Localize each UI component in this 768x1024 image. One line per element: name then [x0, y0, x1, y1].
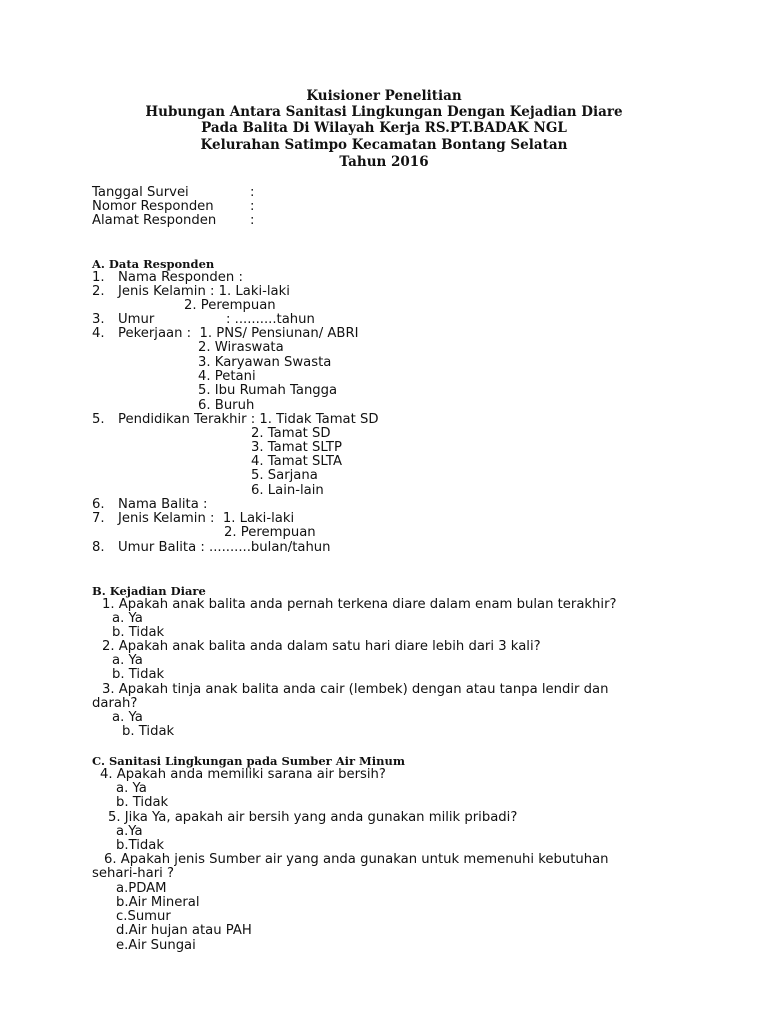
a-q4-num: 4.	[92, 326, 105, 341]
a-q3	[92, 313, 154, 327]
a-q5-option: 4. Tamat SLTA	[251, 454, 342, 469]
b-q1-option-a: a. Ya	[112, 611, 143, 626]
c-question-5: 5. Jika Ya, apakah air bersih yang anda gunakan milik pribadi?	[108, 810, 518, 825]
c-q6-option: b.Air Mineral	[116, 895, 200, 910]
b-question-2: 2. Apakah anak balita anda dalam satu hari diare lebih dari 3 kali?	[102, 639, 541, 654]
a-q5-option: 2. Tamat SD	[251, 426, 331, 441]
c-q5-option-a: a.Ya	[116, 824, 143, 839]
section-b-heading: B. Kejadian Diare	[92, 584, 206, 598]
b-question-3: 3. Apakah tinja anak balita anda cair (lembek) dengan atau tanpa lendir dan	[102, 682, 609, 697]
header-line-1: Kuisioner Penelitian	[306, 88, 462, 104]
a-q5-option: 3. Tamat SLTP	[251, 440, 342, 455]
b-q3-option-b: b. Tidak	[122, 724, 175, 739]
a-q8-num: 8.	[92, 540, 105, 555]
b-q2-option-b: b. Tidak	[112, 667, 165, 682]
a-q2-text: Jenis Kelamin : 1. Laki-laki	[118, 284, 290, 299]
b-q1-option-b: b. Tidak	[112, 625, 165, 640]
c-q6-option: d.Air hujan atau PAH	[116, 923, 252, 938]
a-q2	[92, 285, 290, 299]
c-question-4: 4. Apakah anda memiliki sarana air bersih?	[100, 767, 386, 782]
a-q5-text: Pendidikan Terakhir : 1. Tidak Tamat SD	[118, 412, 379, 427]
b-question-3-continued: darah?	[92, 696, 138, 711]
a-q5-option: 6. Lain-lain	[251, 483, 324, 498]
c-q4-option-a: a. Ya	[116, 781, 147, 796]
a-q7-num: 7.	[92, 511, 105, 526]
a-q6-num: 6.	[92, 497, 105, 512]
a-q4-text: Pekerjaan : 1. PNS/ Pensiunan/ ABRI	[118, 326, 359, 341]
a-q7	[92, 512, 294, 526]
header-line-3: Pada Balita Di Wilayah Kerja RS.PT.BADAK NGL	[201, 120, 567, 136]
a-q4-option: 3. Karyawan Swasta	[198, 355, 332, 370]
a-q8	[92, 541, 331, 555]
a-q5-option: 5. Sarjana	[251, 468, 318, 483]
header-line-5: Tahun 2016	[339, 154, 429, 170]
survey-address-label: Alamat Responden	[92, 213, 217, 228]
a-q4	[92, 327, 359, 341]
a-q6	[92, 498, 207, 512]
a-q4-option: 2. Wiraswata	[198, 340, 284, 355]
a-q8-text: Umur Balita : ..........bulan/tahun	[118, 540, 331, 555]
c-q6-option: c.Sumur	[116, 909, 171, 924]
b-q2-option-a: a. Ya	[112, 653, 143, 668]
a-q7-option-2: 2. Perempuan	[224, 525, 316, 540]
survey-address-colon: :	[250, 213, 255, 228]
header-line-4: Kelurahan Satimpo Kecamatan Bontang Selatan	[200, 137, 568, 153]
c-q5-option-b: b.Tidak	[116, 838, 164, 853]
c-question-6: 6. Apakah jenis Sumber air yang anda gunakan untuk memenuhi kebutuhan	[104, 852, 609, 867]
a-q7-text: Jenis Kelamin : 1. Laki-laki	[118, 511, 295, 526]
a-q6-text: Nama Balita :	[118, 497, 208, 512]
b-q3-option-a: a. Ya	[112, 710, 143, 725]
header-line-2: Hubungan Antara Sanitasi Lingkungan Dengan Kejadian Diare	[145, 104, 623, 120]
survey-date-label: Tanggal Survei	[92, 185, 189, 200]
a-q3-num: 3.	[92, 312, 105, 327]
a-q5	[92, 413, 379, 427]
c-q6-option: a.PDAM	[116, 881, 167, 896]
a-q3-label: Umur	[118, 312, 155, 327]
a-q4-option: 5. Ibu Rumah Tangga	[198, 383, 338, 398]
b-question-1: 1. Apakah anak balita anda pernah terkena diare dalam enam bulan terakhir?	[102, 597, 617, 612]
a-q4-option: 6. Buruh	[198, 398, 255, 413]
a-q5-num: 5.	[92, 412, 105, 427]
survey-number-colon: :	[250, 199, 255, 214]
section-c-heading: C. Sanitasi Lingkungan pada Sumber Air Minum	[92, 754, 406, 768]
a-q1-text: Nama Responden :	[118, 270, 243, 285]
a-q1	[92, 271, 243, 285]
c-q4-option-b: b. Tidak	[116, 795, 169, 810]
survey-date-colon: :	[250, 185, 255, 200]
a-q1-num: 1.	[92, 270, 105, 285]
c-q6-option: e.Air Sungai	[116, 938, 196, 953]
a-q2-option-2: 2. Perempuan	[184, 298, 276, 313]
a-q4-option: 4. Petani	[198, 369, 256, 384]
c-question-6-continued: sehari-hari ?	[92, 866, 174, 881]
section-a-heading: A. Data Responden	[92, 257, 215, 271]
a-q3-value: : ..........tahun	[226, 312, 315, 327]
a-q2-num: 2.	[92, 284, 105, 299]
survey-number-label: Nomor Responden	[92, 199, 214, 214]
